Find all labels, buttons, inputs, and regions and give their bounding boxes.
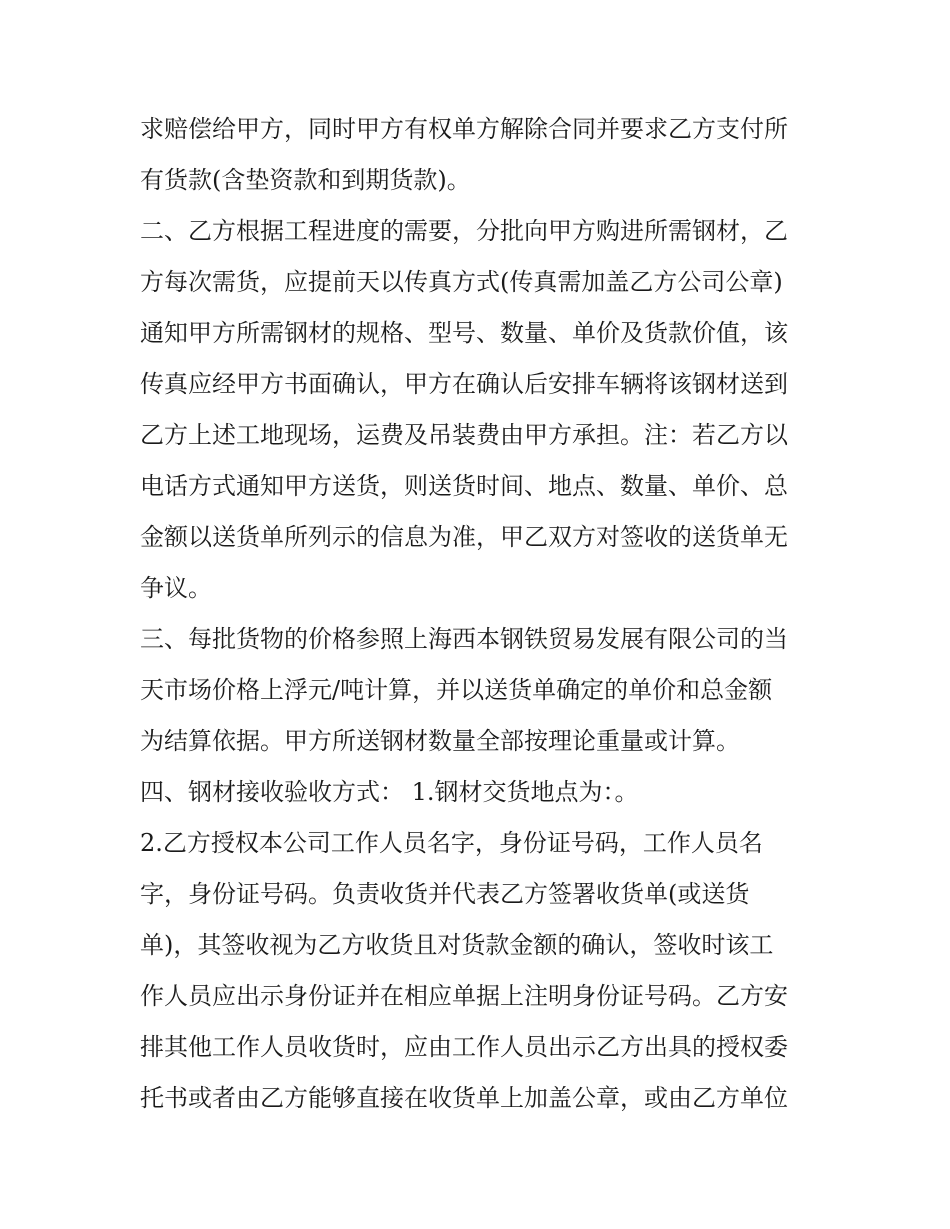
text-line: 电话方式通知甲方送货，则送货时间、地点、数量、单价、总 — [140, 472, 788, 500]
text-line: 为结算依据。甲方所送钢材数量全部按理论重量或计算。 — [140, 727, 740, 755]
text-line: 托书或者由乙方能够直接在收货单上加盖公章，或由乙方单位 — [140, 1084, 788, 1112]
contract-body-text — [140, 104, 820, 1124]
text-line: 字，身份证号码。负责收货并代表乙方签署收货单(或送货 — [140, 880, 750, 908]
text-line: 有货款(含垫资款和到期货款)。 — [140, 166, 471, 194]
text-line: 传真应经甲方书面确认，甲方在确认后安排车辆将该钢材送到 — [140, 370, 788, 398]
text-line: 方每次需货，应提前天以传真方式(传真需加盖乙方公司公章) — [140, 268, 783, 296]
text-line: 求赔偿给甲方，同时甲方有权单方解除合同并要求乙方支付所 — [140, 115, 788, 143]
text-line: 三、每批货物的价格参照上海西本钢铁贸易发展有限公司的当 — [140, 625, 788, 653]
text-line: 单)，其签收视为乙方收货且对货款金额的确认，签收时该工 — [140, 931, 774, 959]
text-line: 天市场价格上浮元/吨计算，并以送货单确定的单价和总金额 — [140, 676, 773, 704]
text-line: 二、乙方根据工程进度的需要，分批向甲方购进所需钢材，乙 — [140, 217, 788, 245]
text-line: 排其他工作人员收货时，应由工作人员出示乙方出具的授权委 — [140, 1033, 788, 1061]
text-line: 四、钢材接收验收方式： 1.钢材交货地点为：。 — [140, 778, 639, 806]
text-line: 争议。 — [140, 574, 212, 602]
text-line: 2.乙方授权本公司工作人员名字，身份证号码，工作人员名 — [140, 829, 763, 857]
text-line: 作人员应出示身份证并在相应单据上注明身份证号码。乙方安 — [140, 982, 788, 1010]
text-line: 金额以送货单所列示的信息为准，甲乙双方对签收的送货单无 — [140, 523, 788, 551]
text-line: 通知甲方所需钢材的规格、型号、数量、单价及货款价值，该 — [140, 319, 788, 347]
text-line: 乙方上述工地现场，运费及吊装费由甲方承担。注：若乙方以 — [140, 421, 788, 449]
